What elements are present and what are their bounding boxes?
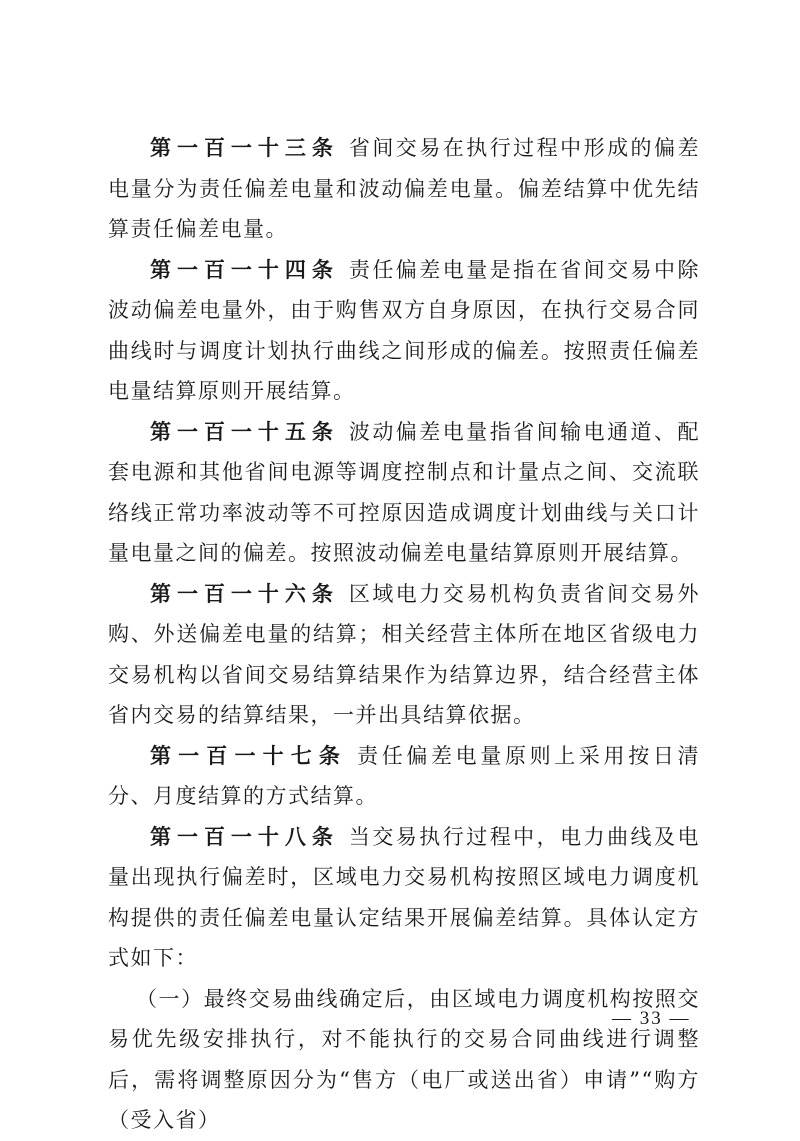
- article-114: [108, 250, 700, 412]
- article-number: 第一百一十四条: [150, 257, 339, 282]
- article-116: [108, 574, 700, 736]
- article-117: [108, 736, 700, 817]
- page-body: [108, 128, 700, 1141]
- article-number: 第一百一十五条: [150, 419, 339, 444]
- article-number: 第一百一十八条: [150, 824, 339, 849]
- article-number: 第一百一十七条: [150, 743, 348, 768]
- article-number: 第一百一十三条: [150, 136, 339, 160]
- page-number: — 33 —: [612, 1008, 691, 1029]
- article-number: 第一百一十六条: [150, 581, 339, 606]
- clause-1: （一）最终交易曲线确定后，由区域电力调度机构按照交易优先级安排执行，对不能执行的交易合同曲线进行调整后，需将调整原因分为“售方（电厂或送出省）申请”“购方（受入省）: [108, 986, 700, 1132]
- article-115: [108, 412, 700, 574]
- article-text: 责任偏差电量原则上采用按日清分、月度结算的方式结算。: [108, 743, 701, 808]
- article-text: 责任偏差电量是指在省间交易中除波动偏差电量外，由于购售双方自身原因，在执行交易合同曲线时与调度计划执行曲线之间形成的偏差。按照责任偏差电量结算原则开展结算。: [108, 257, 701, 403]
- article-text: 省间交易在执行过程中形成的偏差电量分为责任偏差电量和波动偏差电量。偏差结算中优先结算责任偏差电量。: [108, 136, 701, 241]
- article-text: 当交易执行过程中，电力曲线及电量出现执行偏差时，区域电力交易机构按照区域电力调度机构提供的责任偏差电量认定结果开展偏差结算。具体认定方式如下：: [108, 824, 701, 970]
- article-text: 区域电力交易机构负责省间交易外购、外送偏差电量的结算；相关经营主体所在地区省级电力交易机构以省间交易结算结果作为结算边界，结合经营主体省内交易的结算结果，一并出具结算依据。: [108, 581, 701, 727]
- article-text: 波动偏差电量指省间输电通道、配套电源和其他省间电源等调度控制点和计量点之间、交流联络线正常功率波动等不可控原因造成调度计划曲线与关口计量电量之间的偏差。按照波动偏差电量结算原则开展结算。: [108, 419, 701, 565]
- article-113: [108, 128, 700, 250]
- article-118: [108, 817, 700, 979]
